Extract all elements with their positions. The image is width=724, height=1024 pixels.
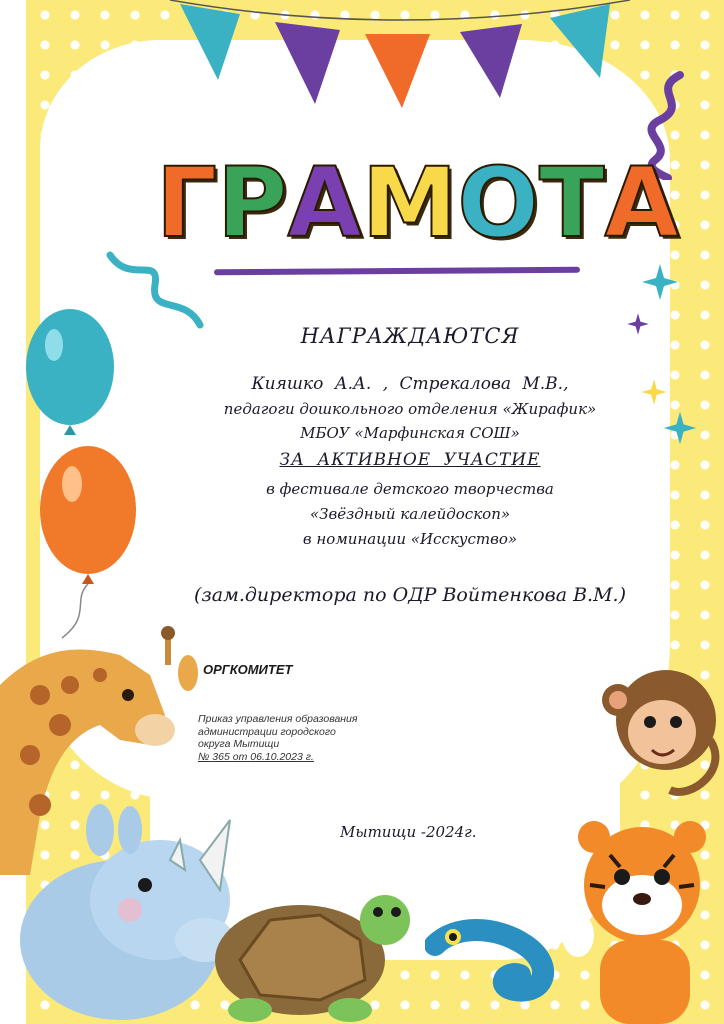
order-date-suffix: г. — [305, 750, 314, 763]
awarded-heading: НАГРАЖДАЮТСЯ — [300, 324, 520, 348]
title-letter: М — [361, 147, 458, 259]
certificate-title — [156, 147, 679, 259]
order-number-prefix: № — [198, 750, 210, 763]
balloon-teal — [18, 305, 118, 455]
city-year: Мытищи -2024г. — [340, 823, 477, 841]
order-line-3: округа Мытищи — [198, 738, 280, 750]
chameleon-illustration — [425, 915, 575, 1005]
signature-line: (зам.директора по ОДР Войтенкова В.М.) — [193, 584, 626, 606]
title-letter: Т — [538, 147, 605, 259]
order-number-line — [198, 751, 398, 764]
nomination-line: в номинации «Исскуство» — [302, 530, 518, 548]
star-icon — [640, 262, 680, 302]
merit-line: ЗА АКТИВНОЕ УЧАСТИЕ — [279, 450, 541, 470]
order-line-1: Приказ управления образования — [198, 713, 358, 725]
balloon-orange — [32, 440, 142, 640]
order-line-2: администрации городского — [198, 725, 336, 738]
title-letter: Р — [217, 147, 288, 259]
recipient-names: Кияшко А.А. , Стрекалова М.В., — [251, 374, 569, 394]
committee-label: ОРГКОМИТЕТ — [203, 662, 293, 677]
organization: МБОУ «Марфинская СОШ» — [300, 424, 520, 442]
order-reference — [198, 713, 398, 763]
recipient-role: педагоги дошкольного отделения «Жирафик» — [223, 400, 597, 418]
festival-line: в фестивале детского творчества — [266, 480, 554, 498]
order-from: от — [232, 750, 248, 763]
title-letter: Г — [156, 147, 218, 259]
tiger-illustration — [560, 815, 724, 1024]
monkey-illustration — [600, 650, 724, 800]
bunting-flags — [170, 0, 630, 110]
order-number: 365 — [212, 750, 230, 763]
turtle-illustration — [210, 880, 410, 1024]
title-letter: О — [457, 147, 539, 259]
festival-name: «Звёздный калейдоскоп» — [309, 505, 511, 523]
title-letter: А — [287, 147, 362, 259]
title-letter: А — [604, 147, 679, 259]
order-date: 06.10.2023 — [250, 750, 303, 763]
